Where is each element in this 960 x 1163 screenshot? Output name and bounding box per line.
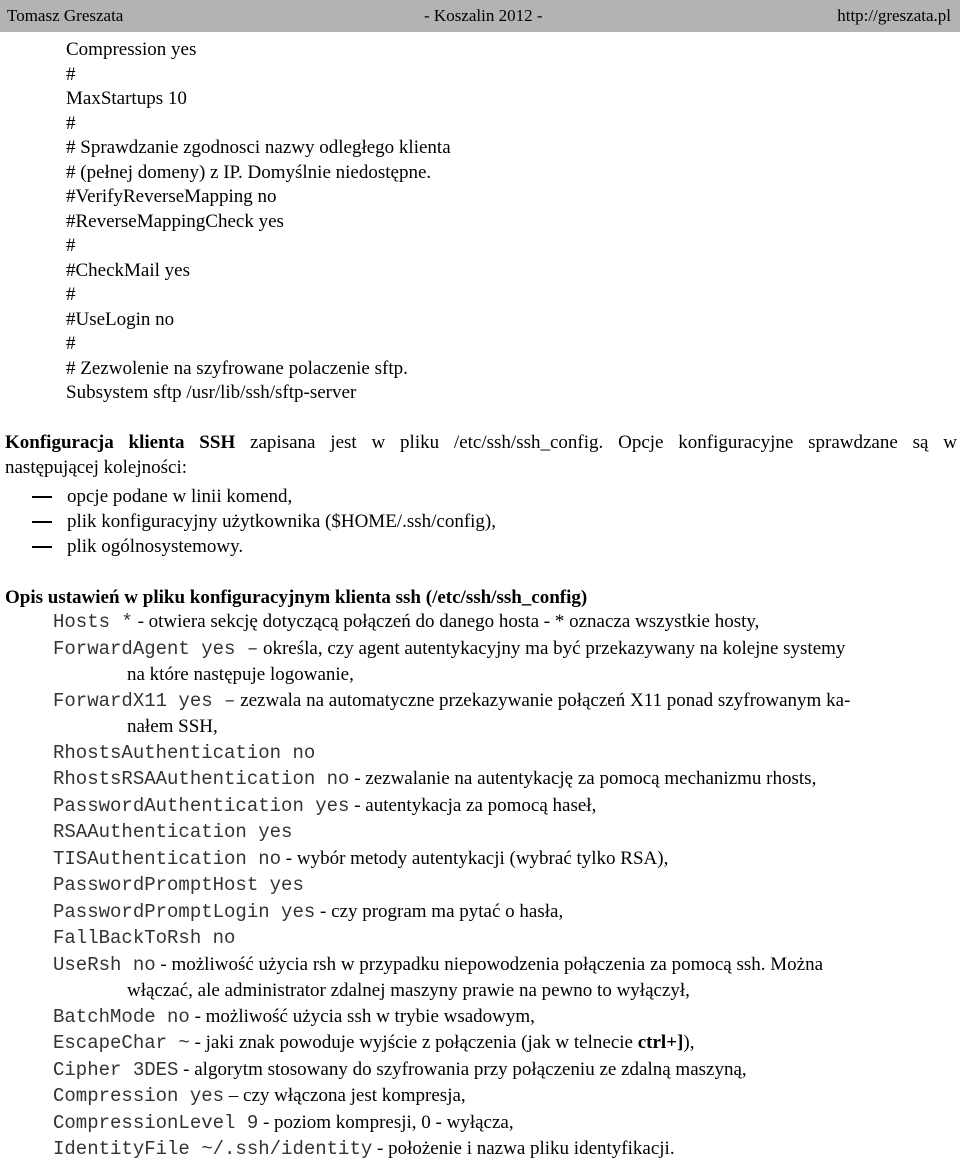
option-description: - algorytm stosowany do szyfrowania przy połączeniu ze zdalną maszyną,: [178, 1058, 747, 1080]
dash-bullet-icon: [32, 546, 52, 548]
option-item: [53, 766, 958, 793]
option-code: PasswordPromptLogin yes: [53, 900, 316, 923]
option-item: [53, 1136, 958, 1163]
config-line: # Sprawdzanie zgodnosci nazwy odległego klienta: [66, 137, 451, 158]
option-description: zezwala na automatyczne przekazywanie połączeń X11 ponad szyfrowanym ka-: [235, 689, 851, 711]
option-code: TISAuthentication no: [53, 847, 282, 870]
option-code: EscapeChar ~: [53, 1032, 190, 1054]
config-line: #: [66, 235, 76, 256]
options-list: [53, 609, 958, 1163]
client-config-text1: zapisana jest w pliku /etc/ssh/ssh_config. Opcje konfiguracyjne sprawdzane są w: [235, 432, 957, 453]
config-line: #ReverseMappingCheck yes: [66, 210, 284, 232]
option-code: ForwardX11 yes –: [53, 689, 236, 712]
option-item: [53, 1030, 958, 1057]
config-line: Subsystem sftp /usr/lib/ssh/sftp-server: [66, 382, 357, 403]
list-item: [0, 509, 496, 534]
option-description-continued: na które następuje logowanie,: [127, 664, 354, 685]
client-config-bold-label: Konfiguracja klienta SSH: [5, 432, 236, 453]
config-line: # (pełnej domeny) z IP. Domyślnie niedostępne.: [66, 161, 432, 183]
option-item: [53, 899, 958, 926]
option-item: [53, 952, 958, 1004]
option-code: Compression yes: [53, 1085, 225, 1107]
list-item: [0, 484, 496, 509]
option-item: [53, 636, 958, 688]
option-description: określa, czy agent autentykacyjny ma być przekazywany na kolejne systemy: [258, 637, 846, 659]
sshd-config-excerpt: [66, 38, 451, 406]
client-config-line1: [5, 430, 957, 455]
option-description: - jaki znak powoduje wyjście z połączenia (jak w telnecie: [189, 1032, 638, 1053]
option-description: - możliwość użycia ssh w trybie wsadowym,: [189, 1005, 535, 1027]
list-item-text: plik ogólnosystemowy.: [67, 536, 244, 557]
option-item: [53, 609, 958, 636]
option-code: UseRsh no: [53, 953, 156, 976]
option-description: - autentykacja za pomocą haseł,: [349, 794, 597, 816]
option-description: - położenie i nazwa pliku identyfikacji.: [372, 1138, 675, 1159]
option-code: RhostsRSAAuthentication no: [53, 768, 350, 790]
option-code: PasswordPromptHost yes: [53, 874, 304, 896]
config-line: #VerifyReverseMapping no: [66, 186, 277, 207]
option-description: - czy program ma pytać o hasła,: [315, 900, 564, 922]
option-item: [53, 688, 958, 740]
config-line: #UseLogin no: [66, 308, 175, 330]
config-line: # Zezwolenie na szyfrowane polaczenie sftp.: [66, 357, 408, 379]
options-heading: Opis ustawień w pliku konfiguracyjnym klienta ssh (/etc/ssh/ssh_config): [5, 587, 588, 608]
option-item: [53, 1110, 958, 1137]
header-place-year: - Koszalin 2012 -: [424, 6, 543, 25]
option-code: BatchMode no: [53, 1005, 190, 1028]
config-line: #: [66, 333, 76, 354]
option-description: - otwiera sekcję dotyczącą połączeń do danego hosta - * oznacza wszystkie hosty,: [132, 611, 760, 632]
client-config-paragraph: [5, 430, 957, 480]
option-description: - zezwalanie na autentykację za pomocą mechanizmu rhosts,: [349, 768, 817, 789]
config-line: #: [66, 284, 76, 305]
option-item: [53, 1057, 958, 1084]
option-item: [53, 793, 958, 820]
option-code: PasswordAuthentication yes: [53, 794, 350, 817]
config-order-list: [0, 484, 496, 559]
option-item: [53, 1004, 958, 1031]
option-item: [53, 872, 958, 899]
header-author: Tomasz Greszata: [7, 6, 124, 25]
option-description-tail: ),: [683, 1032, 695, 1053]
config-line: #: [66, 112, 76, 134]
option-keystroke: ctrl+]: [637, 1032, 684, 1053]
list-item: [0, 534, 496, 559]
option-description-continued: nałem SSH,: [127, 716, 218, 737]
list-item-text: opcje podane w linii komend,: [67, 486, 293, 507]
option-code: IdentityFile ~/.ssh/identity: [53, 1138, 373, 1160]
list-item-text: plik konfiguracyjny użytkownika ($HOME/.ssh/config),: [67, 511, 497, 532]
option-code: FallBackToRsh no: [53, 927, 236, 949]
option-code: Cipher 3DES: [53, 1058, 179, 1081]
option-code: Hosts *: [53, 611, 133, 633]
client-config-text2: następującej kolejności:: [5, 457, 188, 478]
dash-bullet-icon: [32, 521, 52, 523]
option-description: - wybór metody autentykacji (wybrać tylko RSA),: [281, 847, 669, 869]
config-line: #CheckMail yes: [66, 259, 191, 281]
option-description: - poziom kompresji, 0 - wyłącza,: [258, 1111, 514, 1133]
option-item: [53, 925, 958, 952]
config-line: #: [66, 63, 76, 85]
option-description: – czy włączona jest kompresja,: [224, 1085, 466, 1106]
option-code: RhostsAuthentication no: [53, 741, 316, 764]
option-code: RSAAuthentication yes: [53, 821, 293, 843]
option-description: - możliwość użycia rsh w przypadku niepowodzenia połączenia za pomocą ssh. Można: [155, 953, 824, 975]
dash-bullet-icon: [32, 496, 52, 498]
option-item: [53, 819, 958, 846]
option-item: [53, 740, 958, 767]
option-item: [53, 846, 958, 873]
config-line: MaxStartups 10: [66, 88, 187, 109]
option-item: [53, 1083, 958, 1110]
option-code: ForwardAgent yes –: [53, 637, 259, 660]
option-code: CompressionLevel 9: [53, 1111, 259, 1134]
header-url[interactable]: http://greszata.pl: [837, 6, 951, 25]
option-description-continued: włączać, ale administrator zdalnej maszyny prawie na pewno to wyłączył,: [127, 980, 690, 1001]
config-line: Compression yes: [66, 39, 197, 60]
page-header: [0, 0, 960, 32]
